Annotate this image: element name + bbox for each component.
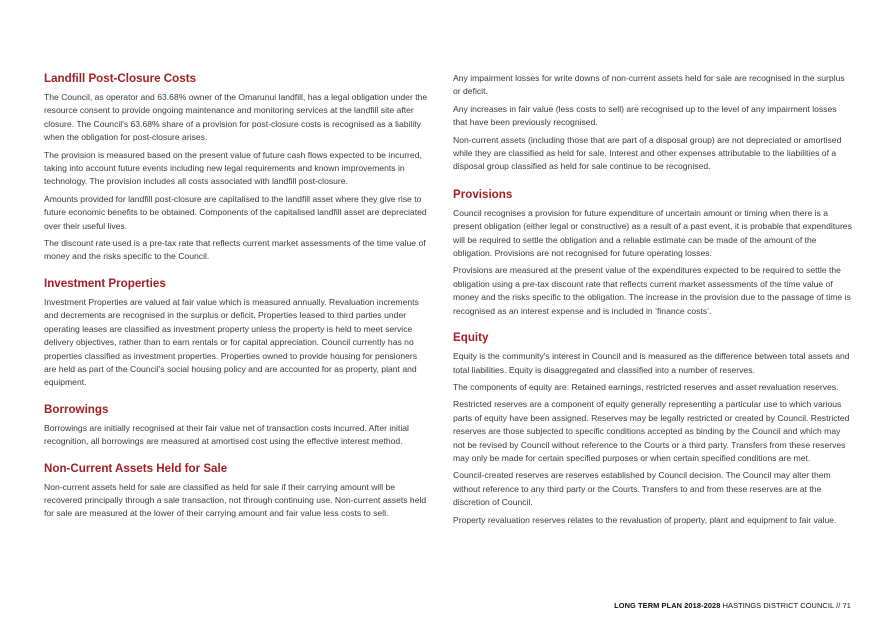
paragraph: Non-current assets (including those that are part of a disposal group) are not depreciated or amortised while they are classified as held for sale. Interest and other expenses attributable to the liabilities of a disposal group classified as held for sale continue to be recognised.: [453, 134, 842, 172]
paragraph: Property revaluation reserves relates to the revaluation of property, plant and equipment to fair value.: [453, 514, 837, 525]
paragraph: Any increases in fair value (less costs to sell) are recognised up to the level of any impairment losses that have been previously recognised.: [453, 103, 837, 128]
section-landfill: [44, 72, 430, 264]
section-provisions: [453, 188, 853, 318]
section-held-for-sale-continued: [453, 72, 853, 174]
paragraph: Council-created reserves are reserves established by Council decision. The Council may alter them without reference to any third party or the Courts. Transfers to and from these reserves are at the discretion of Council.: [453, 470, 831, 508]
paragraph: Investment Properties are valued at fair value which is measured annually. Revaluation increments and decrements are recognised in the surplus or deficit. Properties leased to third parties under operating leases are classified as investment property unless the property is held to meet service delivery objectives, rather than to earn rentals or for capital appreciation. Council currently has no properties classified as investment properties. Properties owned to provide housing for pensioners are held as part of the Council's social housing policy and are accounted for as property, plant and equipment.: [44, 296, 419, 388]
right-column: [453, 72, 853, 540]
heading-equity: Equity: [453, 331, 489, 345]
section-non-current-assets: [44, 462, 430, 521]
paragraph: The discount rate used is a pre-tax rate that reflects current market assessments of the time value of money and the risks specific to the Council.: [44, 238, 426, 262]
heading-non-current-assets: Non-Current Assets Held for Sale: [44, 461, 228, 475]
heading-landfill: Landfill Post-Closure Costs: [44, 72, 197, 85]
paragraph: Borrowings are initially recognised at their fair value net of transaction costs incurred. After initial recognition, all borrowings are measured at amortised cost using the effective interest method.: [44, 422, 409, 447]
footer-separator: //: [836, 601, 841, 610]
heading-borrowings: Borrowings: [44, 402, 109, 416]
paragraph: Amounts provided for landfill post-closure are capitalised to the landfill asset where they give rise to future economic benefits to be obtained. Components of the capitalised landfill asset are depreciated over their useful lives.: [44, 193, 427, 231]
page-number: 71: [842, 601, 851, 610]
paragraph: Restricted reserves are a component of equity generally representing a particular use to which various parts of equity have been assigned. Reserves may be legally restricted or created by Council. Restricted reserves are those subjected to specific conditions accepted as binding by the Council and which may not be revised by Council without reference to the Courts or a third party. Transfers from these reserves may only be made for certain specified purposes or when certain specified conditions are met.: [453, 399, 850, 463]
paragraph: Any impairment losses for write downs of non-current assets held for sale are recognised in the surplus or deficit.: [453, 73, 845, 97]
section-investment-properties: [44, 277, 430, 390]
section-equity: [453, 331, 853, 527]
heading-provisions: Provisions: [453, 187, 513, 201]
paragraph: The components of equity are: Retained earnings, restricted reserves and asset revaluation reserves.: [453, 381, 839, 392]
paragraph: The Council, as operator and 63.68% owner of the Omarunui landfill, has a legal obligation under the resource consent to provide ongoing maintenance and monitoring services at the landfill site after closure. The Council's 63.68% share of a provision for post-closure costs is recognised as a liability when the obligation for post-closure arises.: [44, 92, 428, 143]
paragraph: Equity is the community's interest in Council and is measured as the difference between total assets and total liabilities. Equity is disaggregated and classified into a number of reserves.: [453, 351, 850, 375]
paragraph: Council recognises a provision for future expenditure of uncertain amount or timing when there is a present obligation (either legal or constructive) as a result of a past event, it is probable that expenditures will be required to settle the obligation and a reliable estimate can be made of the amount of the obligation. Provisions are not recognised for future operating losses.: [453, 207, 852, 259]
paragraph: Provisions are measured at the present value of the expenditures expected to be required to settle the obligation using a pre-tax discount rate that reflects current market assessments of the time value of money and the risks specific to the obligation. The increase in the provision due to the passage of time is recognised as an interest expense and is included in ‘finance costs’.: [453, 265, 851, 316]
footer-plan-title: LONG TERM PLAN 2018-2028: [614, 601, 721, 610]
footer-council-name: HASTINGS DISTRICT COUNCIL: [722, 601, 834, 610]
section-borrowings: [44, 403, 430, 449]
paragraph: The provision is measured based on the present value of future cash flows expected to be incurred, taking into account future events including new legal requirements and known improvements in technology. The provision includes all costs associated with landfill post-closure.: [44, 149, 422, 187]
page-footer: [614, 601, 851, 610]
paragraph: Non-current assets held for sale are classified as held for sale if their carrying amount will be recovered principally through a sale transaction, not through continuing use. Non-current assets held for sale are measured at the lower of their carrying amount and fair value less costs to sell.: [44, 481, 427, 519]
left-column: [44, 72, 430, 534]
heading-investment-properties: Investment Properties: [44, 276, 166, 290]
